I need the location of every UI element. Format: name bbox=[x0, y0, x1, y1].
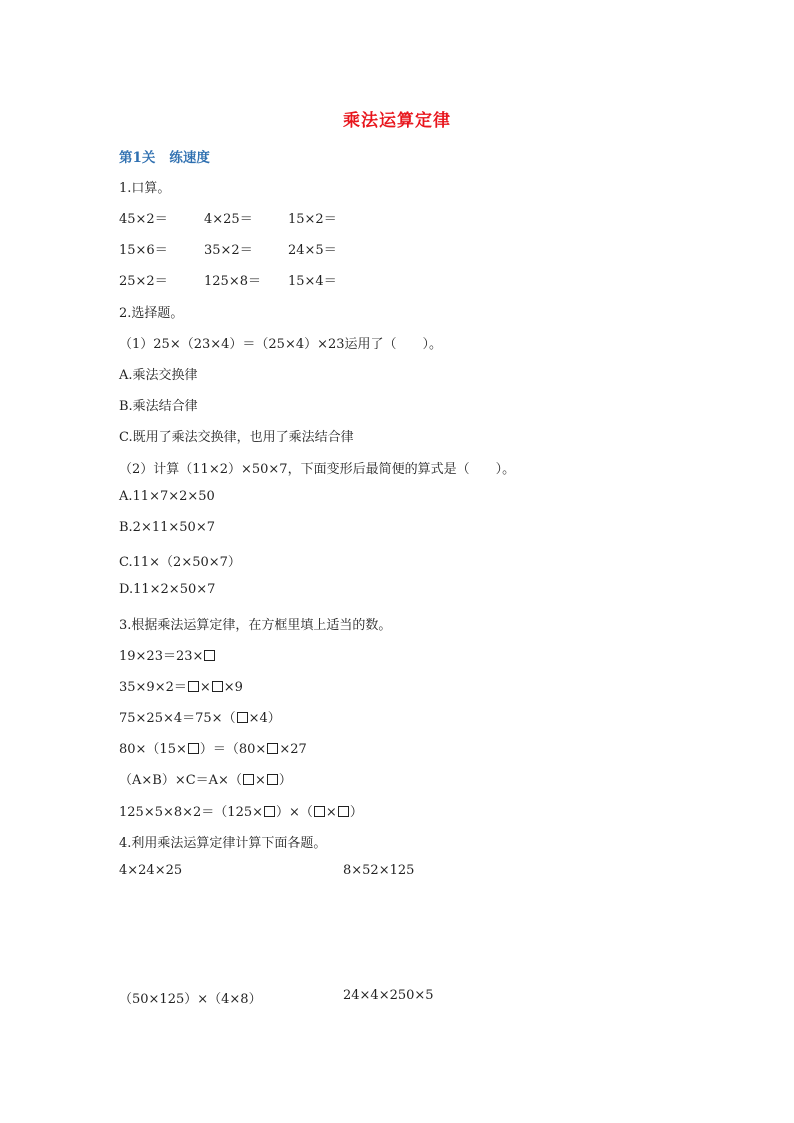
equation-text: 80×（15× bbox=[119, 742, 187, 757]
q4-problem: 8×52×125 bbox=[343, 863, 415, 878]
answer-box[interactable] bbox=[314, 806, 325, 817]
answer-box[interactable] bbox=[267, 774, 278, 785]
q1-item: 25×2＝ bbox=[119, 274, 168, 289]
equation-text: ） bbox=[278, 773, 292, 788]
q2-sub2-option: A.11×7×2×50 bbox=[119, 489, 215, 504]
answer-box[interactable] bbox=[237, 712, 248, 723]
equation-text: ×27 bbox=[279, 742, 307, 757]
answer-box[interactable] bbox=[188, 743, 199, 754]
q4-problem: 4×24×25 bbox=[119, 863, 183, 878]
q1-heading: 1.口算。 bbox=[119, 181, 171, 196]
equation-text: ×4） bbox=[248, 711, 281, 726]
q1-item: 35×2＝ bbox=[204, 243, 253, 258]
equation-text: ×9 bbox=[223, 680, 243, 695]
answer-box[interactable] bbox=[204, 650, 215, 661]
q2-sub1-option: C.既用了乘法交换律，也用了乘法结合律 bbox=[119, 430, 354, 445]
q3-equation bbox=[119, 769, 292, 788]
equation-text: × bbox=[199, 680, 211, 695]
q2-sub2-option: D.11×2×50×7 bbox=[119, 582, 216, 597]
q2-sub1-option: B.乘法结合律 bbox=[119, 399, 198, 414]
q1-item: 15×2＝ bbox=[288, 212, 337, 227]
q2-sub2-stem: （2）计算（11×2）×50×7，下面变形后最简便的算式是（ ）。 bbox=[119, 462, 516, 477]
answer-box[interactable] bbox=[188, 681, 199, 692]
q1-item: 125×8＝ bbox=[204, 274, 261, 289]
q3-equation bbox=[119, 707, 281, 726]
equation-text: 125×5×8×2＝（125× bbox=[119, 805, 264, 820]
q2-sub2-option: B.2×11×50×7 bbox=[119, 520, 215, 535]
q2-sub1-option: A.乘法交换律 bbox=[119, 368, 198, 383]
q2-sub1-stem: （1）25×（23×4）＝（25×4）×23运用了（ ）。 bbox=[119, 337, 443, 352]
q3-equation bbox=[119, 801, 363, 820]
q1-item: 4×25＝ bbox=[204, 212, 253, 227]
q1-item: 15×4＝ bbox=[288, 274, 337, 289]
q3-heading: 3.根据乘法运算定律，在方框里填上适当的数。 bbox=[119, 618, 392, 633]
q4-problem: （50×125）×（4×8） bbox=[119, 992, 262, 1007]
equation-text: ） bbox=[349, 805, 363, 820]
q1-item: 15×6＝ bbox=[119, 243, 168, 258]
equation-text: （A×B）×C＝A×（ bbox=[119, 773, 242, 788]
equation-text: ）×（ bbox=[276, 805, 313, 820]
q2-sub2-option: C.11×（2×50×7） bbox=[119, 555, 241, 570]
q4-problem: 24×4×250×5 bbox=[343, 988, 434, 1003]
q1-item: 24×5＝ bbox=[288, 243, 337, 258]
q2-heading: 2.选择题。 bbox=[119, 306, 184, 321]
answer-box[interactable] bbox=[243, 774, 254, 785]
equation-text: 75×25×4＝75×（ bbox=[119, 711, 236, 726]
q3-equation bbox=[119, 645, 216, 664]
q3-equation bbox=[119, 738, 307, 757]
section-number: 第1关 bbox=[119, 150, 156, 166]
section-name: 练速度 bbox=[169, 150, 210, 166]
answer-box[interactable] bbox=[264, 806, 275, 817]
page-title: 乘法运算定律 bbox=[343, 111, 451, 131]
section-heading bbox=[119, 146, 224, 166]
equation-text: 35×9×2＝ bbox=[119, 680, 187, 695]
q1-item: 45×2＝ bbox=[119, 212, 168, 227]
q4-heading: 4.利用乘法运算定律计算下面各题。 bbox=[119, 836, 327, 851]
equation-text: × bbox=[325, 805, 337, 820]
equation-text: ）＝（80× bbox=[199, 742, 267, 757]
answer-box[interactable] bbox=[212, 681, 223, 692]
answer-box[interactable] bbox=[267, 743, 278, 754]
q3-equation bbox=[119, 676, 243, 695]
answer-box[interactable] bbox=[338, 806, 349, 817]
equation-text: × bbox=[254, 773, 266, 788]
equation-text: 19×23＝23× bbox=[119, 649, 204, 664]
